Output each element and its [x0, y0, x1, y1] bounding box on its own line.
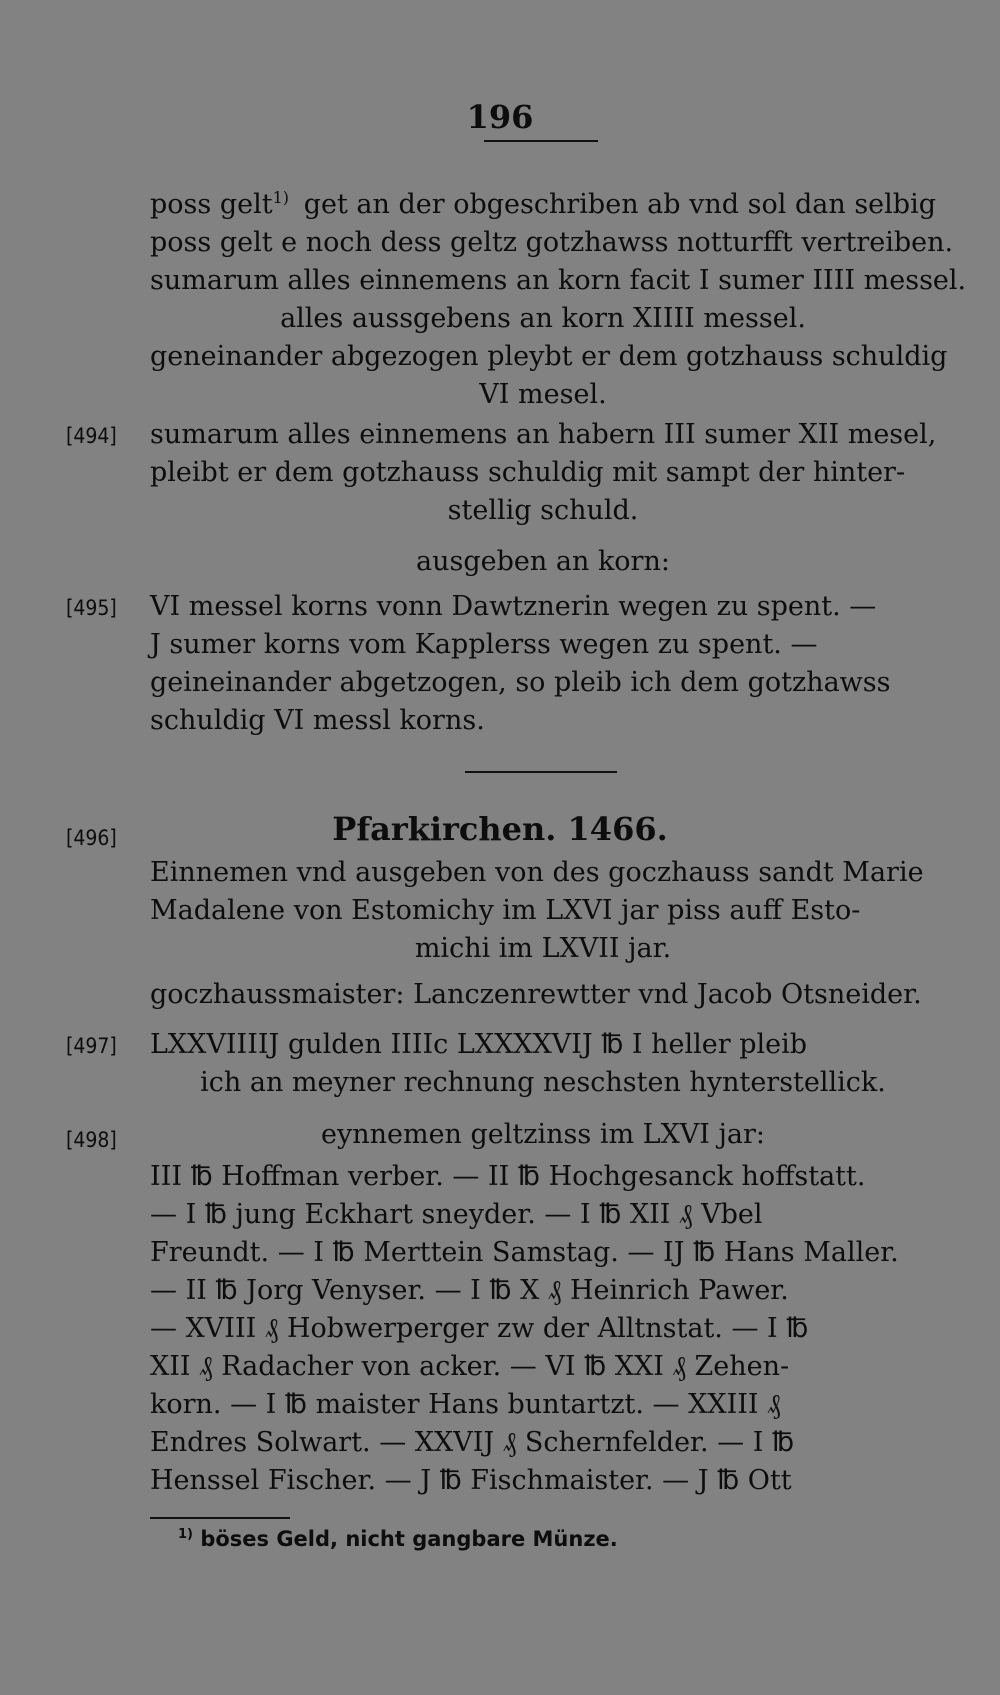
text-line: sumarum alles einnemens an korn facit I sumer IIII messel.	[150, 265, 967, 296]
text-line: stellig schuld.	[447, 495, 639, 526]
text-fragment: get an der obgeschriben ab vnd sol dan selbig	[303, 189, 936, 220]
margin-number: [497]	[66, 1034, 117, 1058]
section-separator	[465, 771, 617, 773]
margin-number: [498]	[66, 1128, 117, 1152]
section-heading: Pfarkirchen. 1466.	[332, 810, 668, 848]
text-line: Henssel Fischer. — J ℔ Fischmaister. — J ℔ Ott	[150, 1465, 792, 1496]
footnote-rule	[150, 1517, 290, 1519]
text-line: michi im LXVII jar.	[414, 933, 672, 964]
text-line: LXXVIIIIJ gulden IIIIc LXXXXVIJ ℔ I heller pleib	[150, 1029, 808, 1060]
text-line: goczhaussmaister: Lanczenrewtter vnd Jacob Otsneider.	[150, 979, 922, 1010]
text-line: korn. — I ℔ maister Hans buntartzt. — XXIII ₰	[150, 1389, 781, 1420]
text-line: geineinander abgetzogen, so pleib ich dem gotzhawss	[150, 667, 891, 698]
text-line: — II ℔ Jorg Venyser. — I ℔ X ₰ Heinrich Pawer.	[150, 1275, 789, 1306]
text-line: — I ℔ jung Eckhart sneyder. — I ℔ XII ₰ Vbel	[150, 1199, 763, 1230]
text-line: geneinander abgezogen pleybt er dem gotzhauss schuldig	[150, 341, 948, 372]
footnote-ref: 1)	[272, 188, 290, 207]
text-line: poss gelt e noch dess geltz gotzhawss notturfft vertreiben.	[150, 227, 954, 258]
text-line: Endres Solwart. — XXVIJ ₰ Schernfelder. — I ℔	[150, 1427, 795, 1458]
text-line: VI mesel.	[479, 379, 607, 410]
text-line: XII ₰ Radacher von acker. — VI ℔ XXI ₰ Zehen-	[150, 1351, 790, 1382]
page-number-rule	[484, 140, 598, 142]
text-line: sumarum alles einnemens an habern III sumer XII mesel,	[150, 419, 937, 450]
text-line: eynnemen geltzinss im LXVI jar:	[320, 1119, 766, 1150]
text-line: Einnemen vnd ausgeben von des goczhauss sandt Marie	[150, 857, 924, 888]
footnote-text: böses Geld, nicht gangbare Münze.	[200, 1527, 618, 1551]
text-line: — XVIII ₰ Hobwerperger zw der Alltnstat. — I ℔	[150, 1313, 809, 1344]
text-line: ausgeben an korn:	[416, 546, 670, 577]
text-line: Madalene von Estomichy im LXVI jar piss auff Esto-	[150, 895, 861, 926]
footnote	[178, 1527, 618, 1551]
footnote-marker: 1)	[178, 1527, 193, 1542]
margin-number: [495]	[66, 596, 117, 620]
text-line: pleibt er dem gotzhauss schuldig mit sampt der hinter-	[150, 457, 906, 488]
text-line: Freundt. — I ℔ Merttein Samstag. — IJ ℔ Hans Maller.	[150, 1237, 899, 1268]
text-line: J sumer korns vom Kapplerss wegen zu spent. —	[150, 629, 818, 660]
page-number: 196	[466, 98, 534, 136]
text-line: schuldig VI messl korns.	[150, 705, 485, 736]
text-line: VI messel korns vonn Dawtznerin wegen zu spent. —	[150, 591, 877, 622]
text-line: III ℔ Hoffman verber. — II ℔ Hochgesanck hoffstatt.	[150, 1161, 866, 1192]
margin-number: [494]	[66, 424, 117, 448]
text-line: poss gelt$^{1)}$ get an der obgeschriben ab vnd sol dan selbig	[150, 188, 936, 220]
text-line: alles aussgebens an korn XIIII messel.	[280, 303, 806, 334]
margin-number: [496]	[66, 826, 117, 850]
text-line: ich an meyner rechnung neschsten hynterstellick.	[200, 1067, 886, 1098]
